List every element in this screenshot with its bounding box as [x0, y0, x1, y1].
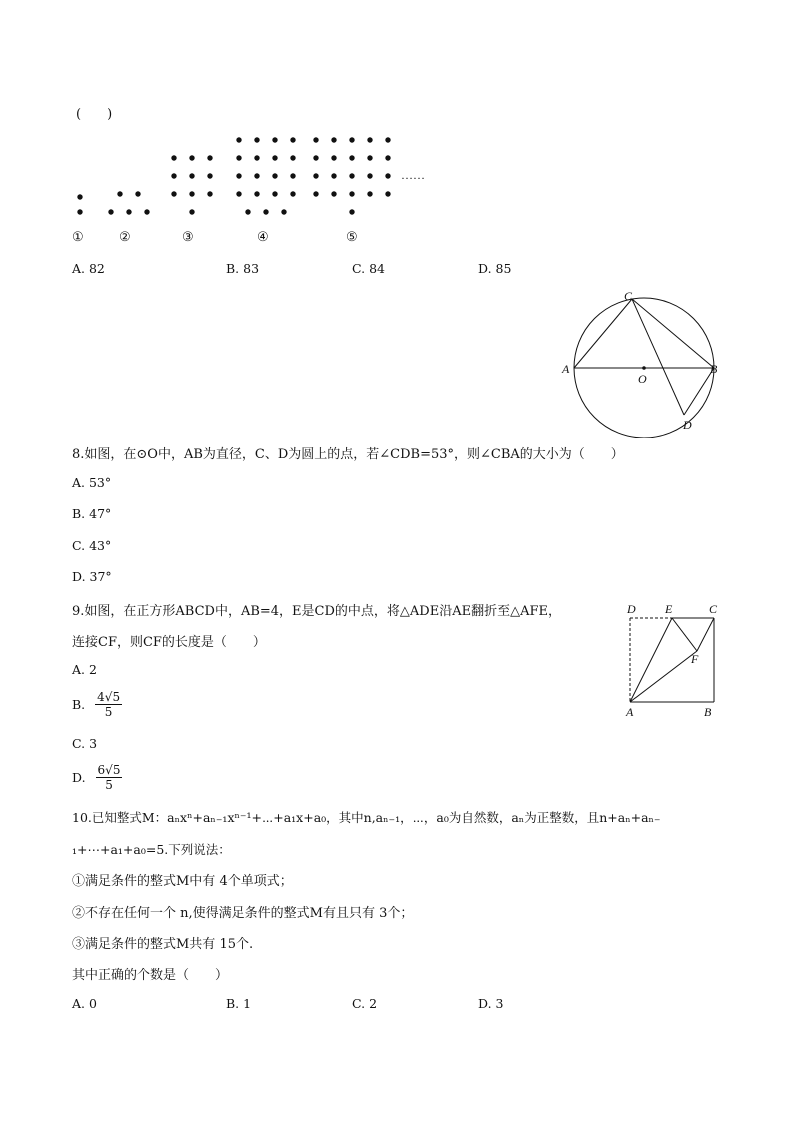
- q7-dot: [349, 137, 354, 142]
- q7-dot: [171, 191, 176, 196]
- q8-center-point: [642, 366, 646, 370]
- q9-option-a[interactable]: A. 2: [72, 662, 97, 677]
- q9-option-c[interactable]: C. 3: [72, 736, 98, 751]
- q7-dot: [313, 137, 318, 142]
- q7-dot: [349, 173, 354, 178]
- q7-dot: [272, 173, 277, 178]
- q7-dot: [117, 191, 122, 196]
- q7-dot: [331, 137, 336, 142]
- q7-dot: [385, 191, 390, 196]
- q8-chord-cd: [632, 299, 684, 415]
- q9-label-a: A: [626, 705, 634, 719]
- q7-dot: [263, 209, 268, 214]
- q7-dot: [245, 209, 250, 214]
- q8-label-d: D: [683, 418, 692, 432]
- q10-option-b[interactable]: B. 1: [226, 996, 252, 1011]
- q7-dot: [290, 173, 295, 178]
- q9-option-b-numerator: 4√5: [97, 690, 121, 704]
- q7-option-d[interactable]: D. 85: [478, 261, 512, 276]
- q7-dot: [331, 155, 336, 160]
- q7-figure-label-3: ③: [182, 230, 194, 245]
- q7-option-b[interactable]: B. 83: [226, 261, 260, 276]
- q7-dot: [254, 155, 259, 160]
- q7-dot: [272, 155, 277, 160]
- q7-dot: [281, 209, 286, 214]
- q9-segment-ef: [672, 618, 697, 651]
- q7-dot: [290, 191, 295, 196]
- q9-option-d-numerator: 6√5: [97, 763, 121, 777]
- q10-statement-2: ②不存在任何一个 n,使得满足条件的整式M有且只有 3个；: [72, 906, 414, 921]
- q7-dot: [189, 155, 194, 160]
- q10-option-d[interactable]: D. 3: [478, 996, 504, 1011]
- q8-circle-figure: [560, 288, 730, 438]
- q7-figure-label-2: ②: [119, 230, 131, 245]
- q7-figure-label-4: ④: [257, 230, 269, 245]
- q7-dot: [236, 191, 241, 196]
- q7-dot: [290, 137, 295, 142]
- q7-dot: [349, 209, 354, 214]
- q8-label-c: C: [624, 289, 633, 303]
- q7-figure-label-1: ①: [72, 230, 84, 245]
- q7-dot: [135, 191, 140, 196]
- q7-dot: [367, 191, 372, 196]
- q9-segment-af: [630, 651, 697, 702]
- q7-dot: [144, 209, 149, 214]
- q7-dot: [207, 155, 212, 160]
- q7-dot: [171, 173, 176, 178]
- q7-dot: [272, 191, 277, 196]
- q9-option-d-denominator: 5: [105, 778, 113, 792]
- q8-label-o: O: [638, 372, 647, 386]
- q8-question-text: 8.如图，在⊙O中，AB为直径，C、D为圆上的点，若∠CDB=53°，则∠CBA的大小为（ ）: [72, 447, 624, 462]
- q9-label-e: E: [665, 602, 673, 616]
- q7-dot: [313, 173, 318, 178]
- q7-dot: [349, 191, 354, 196]
- q10-question-line-2: ₁+⋯+a₁+a₀=5.下列说法：: [72, 842, 231, 857]
- q7-dot-pattern-figure: [60, 125, 500, 235]
- q7-dot: [77, 209, 82, 214]
- q7-figure-label-5: ⑤: [346, 230, 358, 245]
- q10-option-c[interactable]: C. 2: [352, 996, 378, 1011]
- q9-label-d: D: [627, 602, 636, 616]
- q9-option-b-denominator: 5: [104, 705, 113, 719]
- q10-option-a[interactable]: A. 0: [72, 996, 97, 1011]
- q7-dot: [207, 191, 212, 196]
- q9-segment-ae: [630, 618, 672, 702]
- q7-dot: [367, 155, 372, 160]
- q9-label-f: F: [691, 652, 699, 666]
- q7-dot: [313, 155, 318, 160]
- q8-chord-cb: [632, 299, 714, 368]
- q9-option-b-fraction: [95, 690, 122, 719]
- q10-question-line-1: 10.已知整式M：aₙxⁿ+aₙ₋₁xⁿ⁻¹+⋯+a₁x+a₀，其中n,aₙ₋₁，⋯，a₀为自然数，aₙ为正整数，且n+aₙ+aₙ₋: [72, 810, 661, 825]
- q9-label-c: C: [709, 602, 718, 616]
- q7-answer-bracket: ( ): [76, 107, 113, 122]
- q8-option-b[interactable]: B. 47°: [72, 506, 112, 521]
- q7-dot: [126, 209, 131, 214]
- q7-dot: [254, 173, 259, 178]
- q7-option-c[interactable]: C. 84: [352, 261, 385, 276]
- q9-option-d-letter: D.: [72, 770, 86, 785]
- q8-option-a[interactable]: A. 53°: [72, 475, 112, 490]
- q7-ellipsis: ……: [401, 168, 425, 182]
- q8-label-b: B: [710, 362, 718, 376]
- q7-dot: [331, 191, 336, 196]
- q9-question-line-1: 9.如图，在正方形ABCD中，AB=4，E是CD的中点，将△ADE沿AE翻折至△AFE，: [72, 604, 561, 619]
- q7-dot: [254, 191, 259, 196]
- q8-option-c[interactable]: C. 43°: [72, 538, 112, 553]
- q9-label-b: B: [704, 705, 712, 719]
- q7-dot: [367, 137, 372, 142]
- q8-option-d[interactable]: D. 37°: [72, 569, 112, 584]
- q7-option-a[interactable]: A. 82: [72, 261, 105, 276]
- q7-dot: [254, 137, 259, 142]
- q7-dot: [290, 155, 295, 160]
- q7-dot: [385, 137, 390, 142]
- q7-dot: [108, 209, 113, 214]
- q9-square-figure: [620, 600, 740, 720]
- q10-question-prompt: 其中正确的个数是（ ）: [72, 968, 229, 983]
- q9-option-b-letter: B.: [72, 697, 86, 712]
- q7-dot: [171, 155, 176, 160]
- q7-dot: [236, 173, 241, 178]
- q7-dot: [349, 155, 354, 160]
- q9-question-line-2: 连接CF，则CF的长度是（ ）: [72, 635, 266, 650]
- q9-segment-cf: [697, 618, 714, 651]
- q9-option-d-fraction: [96, 763, 123, 792]
- q7-dot: [236, 155, 241, 160]
- q9-option-b[interactable]: [72, 690, 122, 719]
- q10-statement-1: ①满足条件的整式M中有 4个单项式；: [72, 874, 293, 889]
- q7-dot: [189, 173, 194, 178]
- q9-option-d[interactable]: [72, 763, 122, 792]
- q7-dot: [385, 155, 390, 160]
- q7-dot: [189, 191, 194, 196]
- q7-dot: [385, 173, 390, 178]
- q7-dot: [236, 137, 241, 142]
- q7-dot: [77, 194, 82, 199]
- q7-dot: [331, 173, 336, 178]
- q7-dot: [272, 137, 277, 142]
- q8-label-a: A: [562, 362, 570, 376]
- q7-dot: [189, 209, 194, 214]
- q7-dot: [207, 173, 212, 178]
- q7-dot: [367, 173, 372, 178]
- q7-dot: [313, 191, 318, 196]
- q10-statement-3: ③满足条件的整式M共有 15个.: [72, 937, 254, 952]
